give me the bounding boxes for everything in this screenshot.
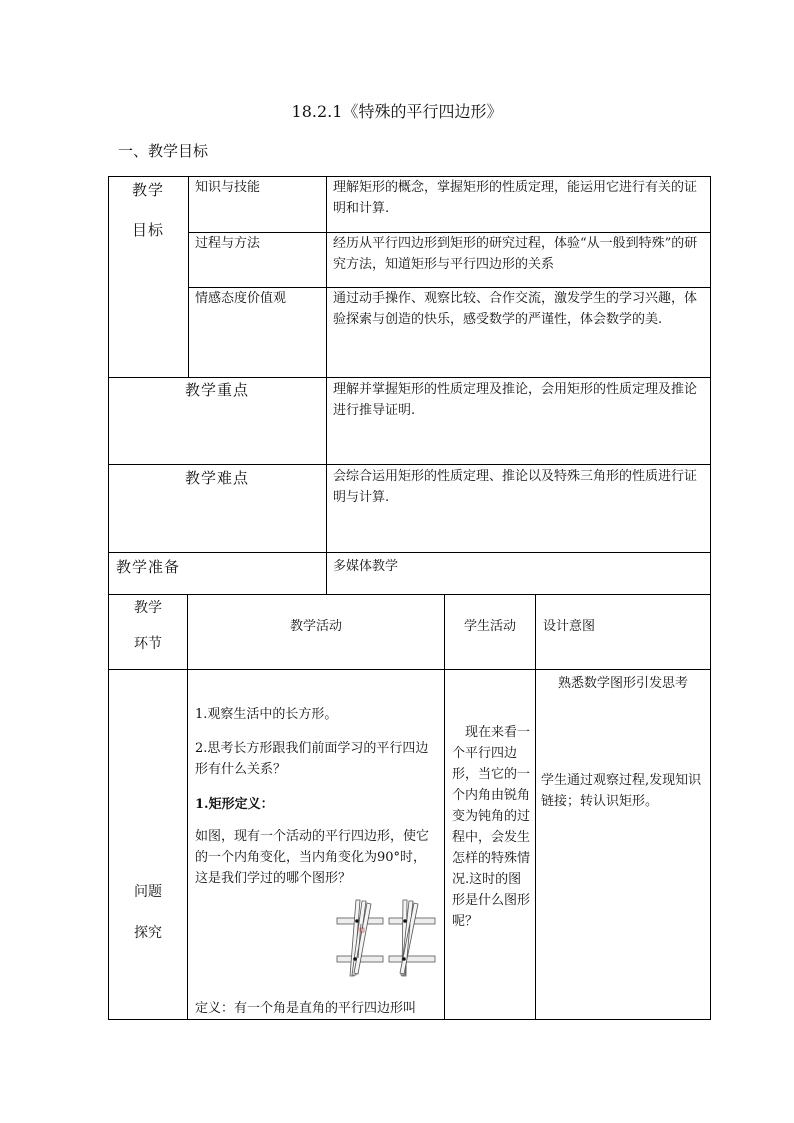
- difficulty-text: 会综合运用矩形的性质定理、推论以及特殊三角形的性质进行证明与计算.: [333, 469, 698, 505]
- document-title: 18.2.1《特殊的平行四边形》: [291, 102, 503, 121]
- header-student: 学生活动: [463, 619, 516, 634]
- definition-heading: 1.矩形定义：: [195, 797, 274, 812]
- objective-text-knowledge: 理解矩形的概念，掌握矩形的性质定理，能运用它进行有关的证明和计算.: [333, 180, 698, 216]
- preparation-label: 教学准备: [116, 558, 181, 576]
- parallelogram-figure: [334, 898, 438, 980]
- objectives-label-line1: 教学: [131, 181, 164, 199]
- header-stage-line1: 教学: [134, 600, 162, 616]
- definition-text: 定义：有一个角是直角的平行四边形叫: [195, 1001, 417, 1016]
- objective-text-attitude: 通过动手操作、观察比较、合作交流，激发学生的学习兴趣，体验探索与创造的快乐，感受数学的严谨性，体会数学的美.: [333, 291, 698, 327]
- difficulty-label: 教学难点: [184, 469, 249, 487]
- student-activity-text: 现在来看一个平行四边形，当它的一个内角由锐角变为钝角的过程中，会发生怎样的特殊情况.这时的图形是什么图形呢？: [452, 725, 531, 929]
- stage-line1: 问题: [134, 884, 162, 900]
- objective-label-process: 过程与方法: [195, 236, 261, 251]
- header-intent: 设计意图: [543, 619, 596, 634]
- intent-text: 学生通过观察过程,发现知识链接；转认识矩形。: [541, 773, 702, 809]
- objective-label-attitude: 情感态度价值观: [195, 291, 287, 306]
- preparation-text: 多媒体教学: [333, 559, 399, 574]
- objective-label-knowledge: 知识与技能: [195, 180, 261, 195]
- key-point-text: 理解并掌握矩形的性质定理及推论，会用矩形的性质定理及推论进行推导证明.: [333, 382, 698, 418]
- objective-text-process: 经历从平行四边形到矩形的研究过程，体验“从一般到特殊”的研究方法，知道矩形与平行四边形的关系: [333, 236, 698, 272]
- intent-heading: 熟悉数学图形引发思考: [557, 676, 688, 691]
- stage-line2: 探究: [134, 925, 162, 941]
- objectives-label-line2: 目标: [131, 221, 164, 239]
- activity-item-2: 2.思考长方形跟我们前面学习的平行四边形有什么关系？: [195, 741, 429, 777]
- section-heading: 一、教学目标: [118, 142, 209, 160]
- activity-item-1: 1.观察生活中的长方形。: [195, 707, 338, 722]
- key-point-label: 教学重点: [184, 381, 249, 399]
- header-stage-line2: 环节: [134, 636, 162, 652]
- header-activity: 教学活动: [289, 619, 342, 634]
- definition-intro: 如图，现有一个活动的平行四边形，使它的一个内角变化，当内角变化为90°时，这是我们学过的哪个图形？: [195, 829, 430, 886]
